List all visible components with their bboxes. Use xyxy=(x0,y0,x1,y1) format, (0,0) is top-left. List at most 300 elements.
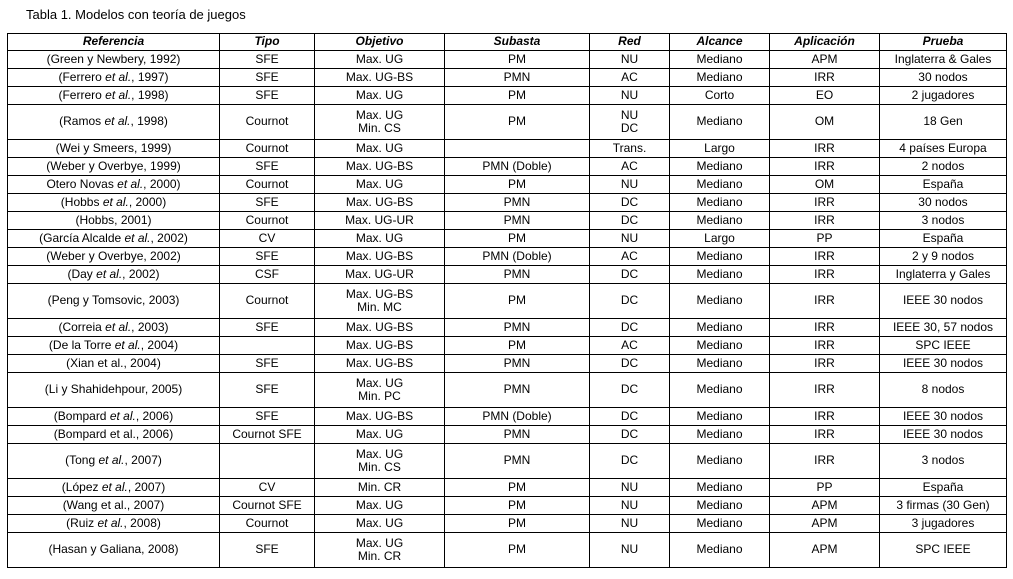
cell-tipo: SFE xyxy=(220,373,315,408)
referencia-text: et al. xyxy=(117,176,144,191)
cell-tipo: CSF xyxy=(220,266,315,284)
red-line: DC xyxy=(620,426,639,441)
cell-aplicacion: OM xyxy=(770,176,880,194)
cell-referencia xyxy=(8,230,220,248)
cell-prueba: 3 nodos xyxy=(880,212,1007,230)
cell-subasta: PMN xyxy=(445,426,590,444)
referencia-text: (Correia xyxy=(58,319,106,334)
cell-subasta: PMN xyxy=(445,444,590,479)
table-row xyxy=(8,248,1007,266)
cell-red xyxy=(590,140,670,158)
cell-referencia xyxy=(8,69,220,87)
table-row xyxy=(8,176,1007,194)
table-row xyxy=(8,479,1007,497)
objetivo-line: Min. CS xyxy=(358,121,401,135)
objetivo-line: Max. UG xyxy=(355,535,404,550)
cell-subasta: PM xyxy=(445,337,590,355)
cell-prueba: España xyxy=(880,479,1007,497)
red-line: DC xyxy=(620,408,639,423)
table-row xyxy=(8,373,1007,408)
cell-prueba: SPC IEEE xyxy=(880,533,1007,568)
objetivo-line: Max. UG xyxy=(355,87,404,102)
table-row xyxy=(8,51,1007,69)
cell-objetivo xyxy=(315,284,445,319)
referencia-text: (Bompard et al., 2006) xyxy=(53,426,174,441)
referencia-text: , 2007) xyxy=(124,453,162,468)
referencia-text: (Hasan y Galiana, 2008) xyxy=(48,542,179,557)
cell-tipo: Cournot SFE xyxy=(220,497,315,515)
cell-prueba: 3 jugadores xyxy=(880,515,1007,533)
cell-red xyxy=(590,212,670,230)
referencia-text: (Hobbs, 2001) xyxy=(75,212,152,227)
cell-tipo: SFE xyxy=(220,408,315,426)
cell-red xyxy=(590,426,670,444)
objetivo-line: Max. UG xyxy=(355,426,404,441)
cell-prueba: 4 países Europa xyxy=(880,140,1007,158)
cell-alcance: Mediano xyxy=(670,533,770,568)
cell-referencia xyxy=(8,248,220,266)
red-line: DC xyxy=(620,266,639,281)
referencia-text: et al. xyxy=(114,337,141,352)
referencia-text: (Bompard xyxy=(53,408,110,423)
cell-alcance: Mediano xyxy=(670,426,770,444)
cell-tipo: SFE xyxy=(220,51,315,69)
cell-referencia xyxy=(8,515,220,533)
cell-aplicacion: IRR xyxy=(770,158,880,176)
cell-aplicacion: APM xyxy=(770,515,880,533)
cell-red xyxy=(590,105,670,140)
cell-aplicacion: IRR xyxy=(770,194,880,212)
objetivo-line: Max. UG-UR xyxy=(345,212,414,227)
cell-red xyxy=(590,284,670,319)
red-line: Trans. xyxy=(612,140,647,155)
cell-tipo: SFE xyxy=(220,355,315,373)
cell-prueba: IEEE 30 nodos xyxy=(880,408,1007,426)
cell-aplicacion: APM xyxy=(770,51,880,69)
cell-objetivo xyxy=(315,212,445,230)
cell-aplicacion: EO xyxy=(770,87,880,105)
cell-red xyxy=(590,69,670,87)
referencia-text: (Peng y Tomsovic, 2003) xyxy=(47,293,180,308)
cell-prueba: Inglaterra & Gales xyxy=(880,51,1007,69)
header-prueba: Prueba xyxy=(880,34,1007,51)
referencia-text: (Weber y Overbye, 2002) xyxy=(46,248,181,263)
cell-referencia xyxy=(8,105,220,140)
cell-referencia xyxy=(8,51,220,69)
objetivo-line: Max. UG xyxy=(355,230,404,245)
cell-subasta: PM xyxy=(445,284,590,319)
red-line: DC xyxy=(620,453,639,468)
referencia-text: (Wang et al., 2007) xyxy=(62,497,165,512)
red-line: NU xyxy=(620,176,639,191)
referencia-text: Otero Novas xyxy=(46,176,118,191)
cell-objetivo xyxy=(315,533,445,568)
cell-prueba: SPC IEEE xyxy=(880,337,1007,355)
table-row xyxy=(8,69,1007,87)
cell-subasta: PMN (Doble) xyxy=(445,248,590,266)
cell-referencia xyxy=(8,176,220,194)
red-line: NU xyxy=(620,479,639,494)
cell-prueba: IEEE 30, 57 nodos xyxy=(880,319,1007,337)
table-row xyxy=(8,284,1007,319)
header-red: Red xyxy=(590,34,670,51)
cell-prueba: 2 y 9 nodos xyxy=(880,248,1007,266)
cell-prueba: España xyxy=(880,176,1007,194)
objetivo-line: Max. UG-BS xyxy=(345,319,414,334)
referencia-text: , 2007) xyxy=(127,479,166,494)
cell-subasta: PM xyxy=(445,176,590,194)
red-line: DC xyxy=(620,212,639,227)
cell-red xyxy=(590,373,670,408)
referencia-text: (Xian et al., 2004) xyxy=(66,355,161,370)
table-caption: Tabla 1. Modelos con teoría de juegos xyxy=(26,7,246,22)
cell-aplicacion: IRR xyxy=(770,69,880,87)
cell-objetivo xyxy=(315,497,445,515)
red-line: DC xyxy=(620,355,639,370)
objetivo-line: Min. CS xyxy=(358,460,401,474)
cell-objetivo xyxy=(315,105,445,140)
header-referencia: Referencia xyxy=(8,34,220,51)
objetivo-line: Max. UG xyxy=(355,446,404,461)
objetivo-line: Max. UG-BS xyxy=(345,355,414,370)
cell-alcance: Mediano xyxy=(670,444,770,479)
objetivo-line: Min. MC xyxy=(357,300,402,314)
objetivo-line: Max. UG xyxy=(355,107,404,122)
cell-referencia xyxy=(8,408,220,426)
referencia-text: , 2006) xyxy=(135,408,174,423)
referencia-text: et al. xyxy=(105,87,132,102)
referencia-text: (Ruiz xyxy=(66,515,98,530)
cell-red xyxy=(590,479,670,497)
cell-objetivo xyxy=(315,158,445,176)
cell-subasta: PM xyxy=(445,533,590,568)
red-line: NU xyxy=(620,542,639,557)
cell-subasta xyxy=(445,140,590,158)
referencia-text: et al. xyxy=(104,114,131,129)
table-row xyxy=(8,105,1007,140)
referencia-text: (Ferrero xyxy=(58,87,106,102)
objetivo-line: Max. UG-BS xyxy=(345,337,414,352)
cell-alcance: Mediano xyxy=(670,51,770,69)
referencia-text: , 2002) xyxy=(150,230,188,245)
cell-subasta: PMN xyxy=(445,69,590,87)
red-line: DC xyxy=(620,121,639,135)
cell-objetivo xyxy=(315,479,445,497)
cell-aplicacion: IRR xyxy=(770,284,880,319)
cell-aplicacion: APM xyxy=(770,533,880,568)
cell-referencia xyxy=(8,337,220,355)
cell-referencia xyxy=(8,319,220,337)
cell-tipo xyxy=(220,337,315,355)
cell-subasta: PMN xyxy=(445,194,590,212)
cell-objetivo xyxy=(315,426,445,444)
referencia-text: (Wei y Smeers, 1999) xyxy=(55,140,172,155)
cell-red xyxy=(590,497,670,515)
cell-referencia xyxy=(8,373,220,408)
cell-aplicacion: IRR xyxy=(770,266,880,284)
cell-aplicacion: IRR xyxy=(770,408,880,426)
header-alcance: Alcance xyxy=(670,34,770,51)
cell-alcance: Mediano xyxy=(670,284,770,319)
red-line: AC xyxy=(621,69,638,84)
cell-alcance: Mediano xyxy=(670,337,770,355)
objetivo-line: Max. UG-BS xyxy=(345,158,414,173)
cell-subasta: PM xyxy=(445,230,590,248)
red-line: AC xyxy=(621,158,638,173)
referencia-text: (Li y Shahidehpour, 2005) xyxy=(44,382,183,397)
cell-subasta: PMN (Doble) xyxy=(445,408,590,426)
objetivo-line: Max. UG-UR xyxy=(345,266,414,281)
cell-subasta: PM xyxy=(445,51,590,69)
red-line: NU xyxy=(620,51,639,66)
cell-referencia xyxy=(8,444,220,479)
cell-subasta: PM xyxy=(445,87,590,105)
referencia-text: et al. xyxy=(98,453,125,468)
game-theory-models-table xyxy=(7,33,1007,568)
cell-objetivo xyxy=(315,176,445,194)
referencia-text: et al. xyxy=(101,479,128,494)
cell-red xyxy=(590,230,670,248)
table-body xyxy=(8,51,1007,568)
cell-referencia xyxy=(8,497,220,515)
cell-aplicacion: IRR xyxy=(770,355,880,373)
cell-objetivo xyxy=(315,140,445,158)
cell-tipo: Cournot xyxy=(220,515,315,533)
cell-tipo: Cournot xyxy=(220,140,315,158)
cell-red xyxy=(590,319,670,337)
cell-referencia xyxy=(8,87,220,105)
referencia-text: et al. xyxy=(105,69,132,84)
referencia-text: , 1997) xyxy=(131,69,169,84)
cell-tipo: SFE xyxy=(220,248,315,266)
cell-tipo: CV xyxy=(220,479,315,497)
cell-prueba: 30 nodos xyxy=(880,194,1007,212)
cell-referencia xyxy=(8,140,220,158)
cell-subasta: PMN xyxy=(445,373,590,408)
objetivo-line: Max. UG-BS xyxy=(345,286,414,301)
cell-prueba: 2 jugadores xyxy=(880,87,1007,105)
header-aplicacion: Aplicación xyxy=(770,34,880,51)
cell-subasta: PM xyxy=(445,497,590,515)
cell-referencia xyxy=(8,158,220,176)
cell-prueba: España xyxy=(880,230,1007,248)
cell-objetivo xyxy=(315,355,445,373)
referencia-text: (Hobbs xyxy=(60,194,103,209)
objetivo-line: Max. UG-BS xyxy=(345,69,414,84)
cell-alcance: Mediano xyxy=(670,266,770,284)
table-row xyxy=(8,355,1007,373)
referencia-text: (López xyxy=(61,479,102,494)
cell-prueba: 2 nodos xyxy=(880,158,1007,176)
cell-referencia xyxy=(8,284,220,319)
cell-prueba: IEEE 30 nodos xyxy=(880,426,1007,444)
cell-alcance: Largo xyxy=(670,140,770,158)
objetivo-line: Max. UG-BS xyxy=(345,408,414,423)
cell-subasta: PMN (Doble) xyxy=(445,158,590,176)
cell-alcance: Mediano xyxy=(670,408,770,426)
cell-aplicacion: IRR xyxy=(770,319,880,337)
objetivo-line: Min. PC xyxy=(358,389,401,403)
table-row xyxy=(8,212,1007,230)
cell-tipo: Cournot xyxy=(220,105,315,140)
cell-prueba: 8 nodos xyxy=(880,373,1007,408)
referencia-text: , 1998) xyxy=(130,114,168,129)
cell-tipo: Cournot xyxy=(220,284,315,319)
cell-objetivo xyxy=(315,408,445,426)
cell-prueba: 18 Gen xyxy=(880,105,1007,140)
cell-referencia xyxy=(8,212,220,230)
red-line: NU xyxy=(620,107,639,122)
cell-objetivo xyxy=(315,69,445,87)
cell-aplicacion: APM xyxy=(770,497,880,515)
cell-tipo: SFE xyxy=(220,319,315,337)
cell-objetivo xyxy=(315,444,445,479)
cell-prueba: 3 nodos xyxy=(880,444,1007,479)
referencia-text: (De la Torre xyxy=(48,337,115,352)
referencia-text: et al. xyxy=(109,408,136,423)
red-line: NU xyxy=(620,497,639,512)
objetivo-line: Max. UG xyxy=(355,497,404,512)
referencia-text: , 2000) xyxy=(128,194,167,209)
referencia-text: , 2004) xyxy=(140,337,179,352)
table-row xyxy=(8,140,1007,158)
cell-alcance: Mediano xyxy=(670,497,770,515)
header-objetivo: Objetivo xyxy=(315,34,445,51)
cell-red xyxy=(590,337,670,355)
cell-aplicacion: PP xyxy=(770,230,880,248)
cell-subasta: PMN xyxy=(445,212,590,230)
cell-alcance: Mediano xyxy=(670,69,770,87)
cell-objetivo xyxy=(315,266,445,284)
cell-objetivo xyxy=(315,373,445,408)
cell-tipo: Cournot xyxy=(220,176,315,194)
cell-alcance: Largo xyxy=(670,230,770,248)
cell-aplicacion: IRR xyxy=(770,444,880,479)
cell-subasta: PMN xyxy=(445,355,590,373)
cell-tipo: CV xyxy=(220,230,315,248)
table-row xyxy=(8,266,1007,284)
red-line: AC xyxy=(621,337,638,352)
cell-prueba: 3 firmas (30 Gen) xyxy=(880,497,1007,515)
cell-tipo: SFE xyxy=(220,69,315,87)
cell-alcance: Mediano xyxy=(670,212,770,230)
header-subasta: Subasta xyxy=(445,34,590,51)
red-line: DC xyxy=(620,293,639,308)
objetivo-line: Max. UG-BS xyxy=(345,194,414,209)
cell-alcance: Mediano xyxy=(670,319,770,337)
table-row xyxy=(8,497,1007,515)
red-line: NU xyxy=(620,230,639,245)
cell-aplicacion: IRR xyxy=(770,140,880,158)
table-row xyxy=(8,515,1007,533)
cell-red xyxy=(590,444,670,479)
cell-tipo: SFE xyxy=(220,533,315,568)
red-line: AC xyxy=(621,248,638,263)
referencia-text: et al. xyxy=(96,266,123,281)
referencia-text: (Green y Newbery, 1992) xyxy=(46,51,181,66)
referencia-text: (Day xyxy=(67,266,97,281)
cell-aplicacion: OM xyxy=(770,105,880,140)
cell-alcance: Mediano xyxy=(670,373,770,408)
referencia-text: , 1998) xyxy=(131,87,169,102)
cell-referencia xyxy=(8,533,220,568)
referencia-text: (Tong xyxy=(65,453,99,468)
table-row xyxy=(8,444,1007,479)
cell-objetivo xyxy=(315,337,445,355)
referencia-text: , 2000) xyxy=(143,176,181,191)
red-line: DC xyxy=(620,319,639,334)
cell-referencia xyxy=(8,426,220,444)
cell-prueba: IEEE 30 nodos xyxy=(880,355,1007,373)
cell-alcance: Mediano xyxy=(670,355,770,373)
cell-aplicacion: IRR xyxy=(770,426,880,444)
cell-aplicacion: IRR xyxy=(770,212,880,230)
table-row xyxy=(8,230,1007,248)
referencia-text: et al. xyxy=(124,230,151,245)
cell-prueba: IEEE 30 nodos xyxy=(880,284,1007,319)
referencia-text: et al. xyxy=(97,515,124,530)
cell-alcance: Corto xyxy=(670,87,770,105)
table-row xyxy=(8,533,1007,568)
table-row xyxy=(8,319,1007,337)
cell-tipo: Cournot SFE xyxy=(220,426,315,444)
cell-subasta: PMN xyxy=(445,266,590,284)
cell-tipo: SFE xyxy=(220,158,315,176)
table-row xyxy=(8,426,1007,444)
cell-prueba: Inglaterra y Gales xyxy=(880,266,1007,284)
objetivo-line: Max. UG xyxy=(355,375,404,390)
cell-red xyxy=(590,248,670,266)
cell-referencia xyxy=(8,194,220,212)
objetivo-line: Min. CR xyxy=(357,549,402,563)
referencia-text: , 2008) xyxy=(123,515,161,530)
table-row xyxy=(8,408,1007,426)
referencia-text: (García Alcalde xyxy=(39,230,125,245)
referencia-text: , 2003) xyxy=(131,319,169,334)
red-line: NU xyxy=(620,515,639,530)
cell-tipo: SFE xyxy=(220,87,315,105)
cell-aplicacion: IRR xyxy=(770,337,880,355)
cell-aplicacion: PP xyxy=(770,479,880,497)
objetivo-line: Min. CR xyxy=(357,479,402,494)
cell-red xyxy=(590,408,670,426)
cell-tipo xyxy=(220,444,315,479)
cell-referencia xyxy=(8,355,220,373)
cell-objetivo xyxy=(315,515,445,533)
red-line: DC xyxy=(620,382,639,397)
cell-red xyxy=(590,533,670,568)
cell-alcance: Mediano xyxy=(670,176,770,194)
cell-referencia xyxy=(8,266,220,284)
cell-objetivo xyxy=(315,230,445,248)
cell-alcance: Mediano xyxy=(670,515,770,533)
cell-tipo: Cournot xyxy=(220,212,315,230)
objetivo-line: Max. UG xyxy=(355,176,404,191)
table-row xyxy=(8,337,1007,355)
cell-objetivo xyxy=(315,194,445,212)
red-line: DC xyxy=(620,194,639,209)
objetivo-line: Max. UG xyxy=(355,515,404,530)
cell-alcance: Mediano xyxy=(670,194,770,212)
cell-objetivo xyxy=(315,51,445,69)
cell-red xyxy=(590,194,670,212)
cell-red xyxy=(590,176,670,194)
referencia-text: , 2002) xyxy=(122,266,160,281)
red-line: NU xyxy=(620,87,639,102)
cell-red xyxy=(590,51,670,69)
referencia-text: et al. xyxy=(102,194,129,209)
cell-subasta: PM xyxy=(445,515,590,533)
